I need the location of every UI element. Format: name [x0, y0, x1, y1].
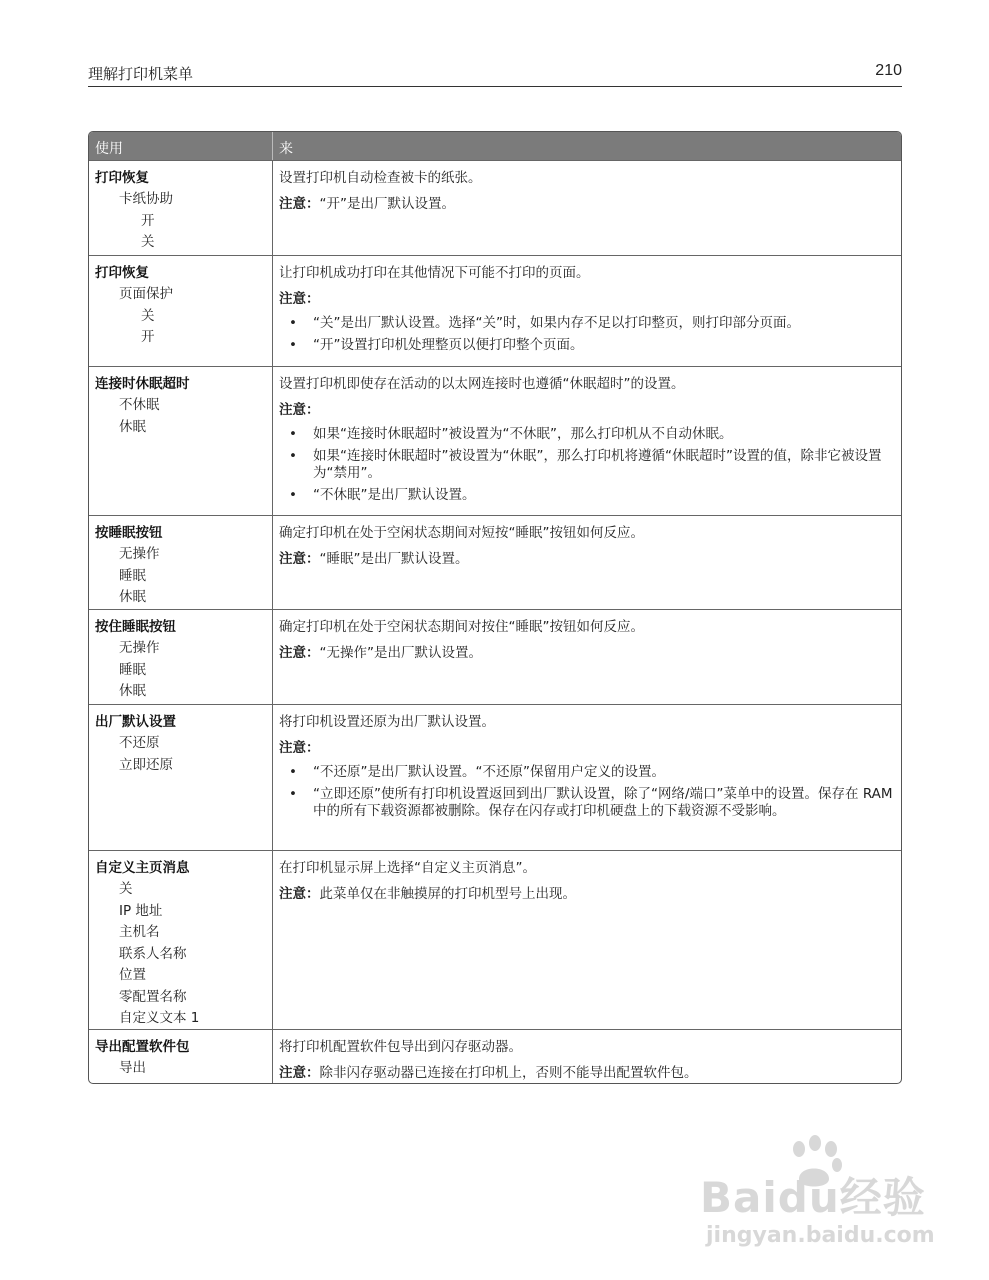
description-text: 将打印机配置软件包导出到闪存驱动器。	[279, 1039, 522, 1055]
note-label: 注意：	[279, 1065, 320, 1081]
table-row	[89, 850, 901, 1029]
watermark-brand: Baidu经验	[700, 1173, 926, 1222]
note	[279, 1063, 893, 1083]
description-text: 确定打印机在处于空闲状态期间对短按“睡眠”按钮如何反应。	[279, 525, 644, 541]
description-text: 让打印机成功打印在其他情况下可能不打印的页面。	[279, 265, 590, 281]
section-title: 理解打印机菜单	[88, 65, 194, 83]
option-value: 休眠	[119, 683, 146, 699]
note-label: 注意：	[279, 645, 320, 661]
column-header-use: 使用	[89, 132, 273, 160]
description-text: 确定打印机在处于空闲状态期间对按住“睡眠”按钮如何反应。	[279, 619, 644, 635]
option-value: 睡眠	[119, 661, 146, 678]
option-title: 打印恢复	[95, 265, 149, 281]
table-row	[89, 255, 901, 366]
option-cell	[89, 1030, 273, 1083]
option-value: 自定义文本 1	[119, 1010, 200, 1026]
description-cell	[273, 851, 901, 1029]
note-label: 注意：	[279, 551, 320, 567]
table-row	[89, 366, 901, 515]
option-value: 立即还原	[119, 756, 173, 773]
note-text: 除非闪存驱动器已连接在打印机上，否则不能导出配置软件包。	[319, 1065, 698, 1081]
note-text: “睡眠”是出厂默认设置。	[319, 551, 469, 567]
page-number: 210	[875, 62, 902, 79]
table-row	[89, 704, 901, 850]
description-cell	[273, 1030, 901, 1083]
column-header-to: 来	[279, 141, 293, 157]
option-value: IP 地址	[119, 902, 163, 919]
option-title: 连接时休眠超时	[95, 376, 190, 392]
option-cell	[89, 610, 273, 704]
option-value: 主机名	[119, 924, 160, 940]
option-title: 导出配置软件包	[95, 1039, 190, 1055]
note	[279, 194, 893, 214]
note-label: 注意：	[279, 196, 320, 212]
description-cell	[273, 705, 901, 850]
bullet-item: • 如果“连接时休眠超时”被设置为“休眠”，那么打印机将遵循“休眠超时”设置的值，除非它被设置为“禁用”。	[289, 448, 882, 481]
option-cell	[89, 367, 273, 515]
option-value: 关	[141, 234, 155, 250]
option-cell	[89, 256, 273, 366]
option-title: 出厂默认设置	[95, 714, 176, 730]
option-value: 不还原	[119, 735, 160, 751]
note-label: 注意：	[279, 740, 320, 756]
description-cell	[273, 256, 901, 366]
option-value: 关	[141, 307, 155, 324]
table-row	[89, 1029, 901, 1083]
description-text: 在打印机显示屏上选择“自定义主页消息”。	[279, 860, 536, 876]
note-text: “开”是出厂默认设置。	[319, 196, 455, 212]
page-header	[88, 62, 902, 87]
bullet-item: • “立即还原”使所有打印机设置返回到出厂默认设置，除了“网络/端口”菜单中的设置。保存在 RAM 中的所有下载资源都被删除。保存在闪存或打印机硬盘上的下载资源不受影响。	[289, 786, 893, 819]
option-value: 休眠	[119, 418, 146, 435]
menu-table	[88, 131, 902, 1084]
option-value: 零配置名称	[119, 988, 187, 1005]
option-title: 按住睡眠按钮	[95, 619, 176, 635]
option-cell	[89, 851, 273, 1029]
note-text: 此菜单仅在非触摸屏的打印机型号上出现。	[319, 886, 576, 902]
table-row	[89, 515, 901, 609]
option-cell	[89, 516, 273, 609]
option-value: 关	[119, 881, 133, 897]
option-sub: 页面保护	[119, 286, 173, 302]
option-value: 开	[141, 212, 155, 229]
table-row	[89, 160, 901, 255]
description-cell	[273, 161, 901, 255]
option-title: 打印恢复	[95, 170, 149, 186]
option-value: 睡眠	[119, 567, 146, 584]
note-label: 注意：	[279, 291, 320, 307]
option-value: 导出	[119, 1060, 146, 1076]
watermark-url: jingyan.baidu.com	[706, 1223, 935, 1248]
description-text: 设置打印机自动检查被卡的纸张。	[279, 170, 482, 186]
description-cell	[273, 367, 901, 515]
bullet-item: • “不休眠”是出厂默认设置。	[289, 487, 476, 503]
table-row	[89, 609, 901, 704]
note-label: 注意：	[279, 402, 320, 418]
table-header	[89, 132, 901, 160]
option-cell	[89, 705, 273, 850]
option-value: 无操作	[119, 640, 160, 656]
bullet-item: • “开”设置打印机处理整页以便打印整个页面。	[289, 337, 584, 353]
option-value: 位置	[119, 967, 146, 983]
note	[279, 884, 893, 904]
description-text: 将打印机设置还原为出厂默认设置。	[279, 714, 495, 730]
note-label: 注意：	[279, 886, 320, 902]
description-cell	[273, 516, 901, 609]
bullet-item: • “关”是出厂默认设置。选择“关”时，如果内存不足以打印整页，则打印部分页面。	[289, 315, 800, 331]
option-value: 开	[141, 329, 155, 345]
option-cell	[89, 161, 273, 255]
option-value: 联系人名称	[119, 945, 187, 962]
option-sub: 卡纸协助	[119, 191, 173, 207]
note	[279, 643, 893, 663]
description-cell	[273, 610, 901, 704]
option-title: 自定义主页消息	[95, 860, 190, 876]
bullet-item: • “不还原”是出厂默认设置。“不还原”保留用户定义的设置。	[289, 764, 665, 780]
note-text: “无操作”是出厂默认设置。	[319, 645, 482, 661]
bullet-item: • 如果“连接时休眠超时”被设置为“不休眠”，那么打印机从不自动休眠。	[289, 426, 733, 442]
baidu-watermark	[700, 1135, 935, 1255]
note	[279, 549, 893, 569]
option-value: 不休眠	[119, 397, 160, 413]
description-text: 设置打印机即使存在活动的以太网连接时也遵循“休眠超时”的设置。	[279, 376, 685, 392]
option-value: 无操作	[119, 546, 160, 562]
option-value: 休眠	[119, 589, 146, 605]
option-title: 按睡眠按钮	[95, 525, 163, 541]
